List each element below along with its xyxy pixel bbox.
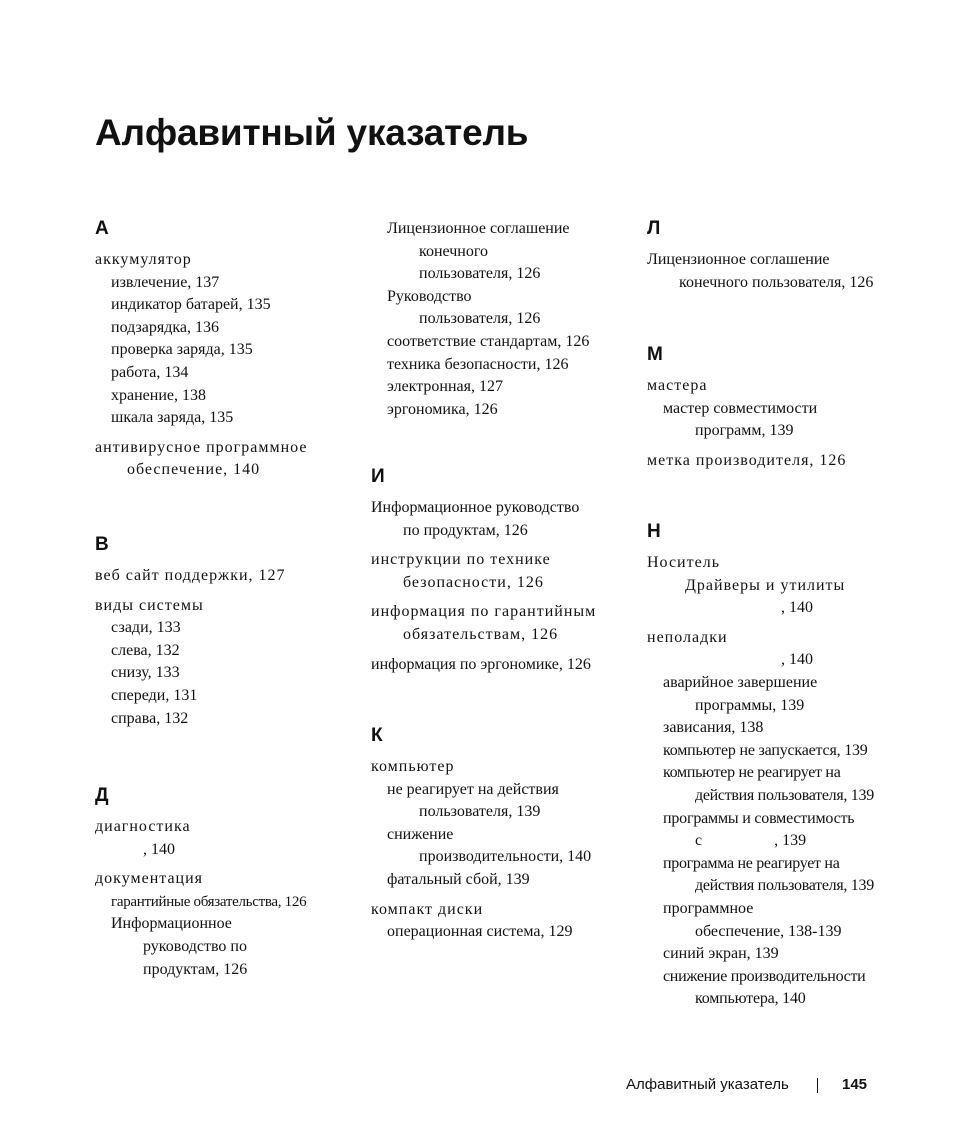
section-letter: Н xyxy=(647,521,661,542)
subentry: хранение, 138 xyxy=(111,386,206,404)
subentry: программы и совместимость xyxy=(663,809,855,827)
subentry: программа не реагирует на xyxy=(663,854,840,872)
index-entry xyxy=(95,565,355,588)
entry-continuation: , 140 xyxy=(781,599,813,617)
index-entry xyxy=(647,249,947,294)
entry-head: мастера xyxy=(647,377,708,394)
index-entry xyxy=(647,450,947,473)
entry-continuation: обязательствам, 126 xyxy=(403,625,559,643)
subentry: компьютер не запускается, 139 xyxy=(663,741,868,759)
subentry: эргономика, 126 xyxy=(387,400,498,418)
index-entry xyxy=(95,437,355,482)
subentry: мастер совместимости xyxy=(663,399,818,417)
section-letter: И xyxy=(371,466,385,487)
subentry: операционная система, 129 xyxy=(387,923,573,941)
subentry: не реагирует на действия xyxy=(387,780,559,798)
section-d xyxy=(95,785,355,988)
section-letter: М xyxy=(647,344,663,365)
subentry: извлечение, 137 xyxy=(111,273,220,291)
subentry: Информационное xyxy=(111,915,232,933)
subentry-continuation: действия пользователя, 139 xyxy=(695,786,874,804)
index-entry xyxy=(371,549,631,594)
entry-head: веб сайт поддержки, 127 xyxy=(95,567,286,584)
subentry: электронная, 127 xyxy=(387,378,503,396)
subentry: снижение xyxy=(387,825,454,843)
subentry: соответствие стандартам, 126 xyxy=(387,332,590,350)
section-letter: Д xyxy=(95,785,109,806)
index-entry xyxy=(371,899,631,944)
index-entry xyxy=(647,375,947,443)
entry-head: неполадки xyxy=(647,628,728,646)
subentry: слева, 132 xyxy=(111,641,180,659)
subentry: зависания, 138 xyxy=(663,719,764,737)
entry-head: информация по гарантийным xyxy=(371,603,597,621)
subentry-continuation: программы, 139 xyxy=(695,696,805,714)
section-letter: А xyxy=(95,218,109,239)
entry-head: Лицензионное соглашение xyxy=(647,251,830,268)
footer-separator xyxy=(817,1078,818,1093)
index-entry xyxy=(95,595,355,731)
subentry: справа, 132 xyxy=(111,709,189,727)
subentry: индикатор батарей, 135 xyxy=(111,296,271,314)
subentry: снижение производительности xyxy=(663,967,866,985)
section-letter: К xyxy=(371,725,383,746)
subentry: компьютер не реагирует на xyxy=(663,764,841,782)
section-letter: В xyxy=(95,534,109,555)
index-entry xyxy=(647,552,947,620)
subentry-continuation: конечного xyxy=(419,242,488,260)
index-entry xyxy=(371,218,631,421)
page-title: Алфавитный указатель xyxy=(95,112,529,153)
subentry: сзади, 133 xyxy=(111,619,181,637)
subentry: техника безопасности, 126 xyxy=(387,355,569,373)
subentry-continuation: обеспечение, 138-139 xyxy=(695,922,842,940)
subentry: программное xyxy=(663,899,754,917)
entry-head: метка производителя, 126 xyxy=(647,451,847,469)
subentry: гарантийные обязательства, 126 xyxy=(111,893,307,910)
subentry-continuation: компьютера, 140 xyxy=(695,990,806,1008)
subentry-continuation: пользователя, 126 xyxy=(419,310,541,328)
subentry-continuation: руководство по xyxy=(143,937,247,955)
section-continued xyxy=(371,218,631,428)
entry-continuation: , 140 xyxy=(143,840,175,858)
subentry-page: , 139 xyxy=(774,832,807,850)
index-entry xyxy=(95,868,355,981)
subentry: Руководство xyxy=(387,287,472,305)
subentry: подзарядка, 136 xyxy=(111,318,219,336)
subentry: Лицензионное соглашение xyxy=(387,220,570,237)
entry-head: аккумулятор xyxy=(95,251,192,268)
section-m xyxy=(647,344,947,479)
section-k xyxy=(371,725,631,951)
subentry: снизу, 133 xyxy=(111,664,180,682)
subentry-continuation: продуктам, 126 xyxy=(143,960,248,978)
index-entry xyxy=(371,654,631,677)
section-v xyxy=(95,534,355,737)
entry-head: документация xyxy=(95,870,204,888)
index-entry xyxy=(371,497,631,542)
entry-continuation: обеспечение, 140 xyxy=(127,461,261,479)
subentry: шкала заряда, 135 xyxy=(111,409,234,427)
index-entry xyxy=(371,601,631,646)
section-a xyxy=(95,218,355,489)
subentry: проверка заряда, 135 xyxy=(111,341,253,359)
entry-continuation: безопасности, 126 xyxy=(403,573,544,591)
subentry-continuation: производительности, 140 xyxy=(419,848,592,866)
subentry: фатальный сбой, 139 xyxy=(387,870,530,888)
subentry: аварийное завершение xyxy=(663,673,818,691)
index-entry xyxy=(95,249,355,430)
subentry: синий экран, 139 xyxy=(663,945,779,963)
index-entry xyxy=(95,816,355,861)
entry-head: антивирусное программное xyxy=(95,438,308,456)
entry-head: Информационное руководство xyxy=(371,499,580,516)
entry-continuation: Драйверы и утилиты xyxy=(685,576,846,594)
index-entry xyxy=(371,756,631,892)
entry-head: компьютер xyxy=(371,758,455,775)
section-n xyxy=(647,521,947,1018)
entry-continuation: конечного пользователя, 126 xyxy=(679,273,874,291)
subentry-continuation: действия пользователя, 139 xyxy=(695,877,874,895)
entry-continuation: , 140 xyxy=(781,651,813,669)
entry-head: виды системы xyxy=(95,596,204,614)
subentry: спереди, 131 xyxy=(111,686,198,704)
section-letter: Л xyxy=(647,218,661,239)
page-number: 145 xyxy=(842,1076,868,1093)
entry-continuation: по продуктам, 126 xyxy=(403,521,528,539)
footer-section-title: Алфавитный указатель xyxy=(626,1076,789,1093)
section-l xyxy=(647,218,947,301)
section-i xyxy=(371,466,631,683)
entry-head: информация по эргономике, 126 xyxy=(371,655,591,673)
entry-head: инструкции по технике xyxy=(371,551,551,569)
subentry-prefix: с xyxy=(695,832,703,850)
subentry-continuation: пользователя, 126 xyxy=(419,265,541,283)
index-entry xyxy=(647,627,947,1011)
entry-head: Носитель xyxy=(647,554,720,571)
subentry: работа, 134 xyxy=(111,363,189,381)
subentry-continuation: пользователя, 139 xyxy=(419,803,541,821)
entry-head: диагностика xyxy=(95,818,191,835)
subentry-continuation: программ, 139 xyxy=(695,422,794,440)
entry-head: компакт диски xyxy=(371,900,484,918)
subentry-continuation xyxy=(647,830,947,853)
